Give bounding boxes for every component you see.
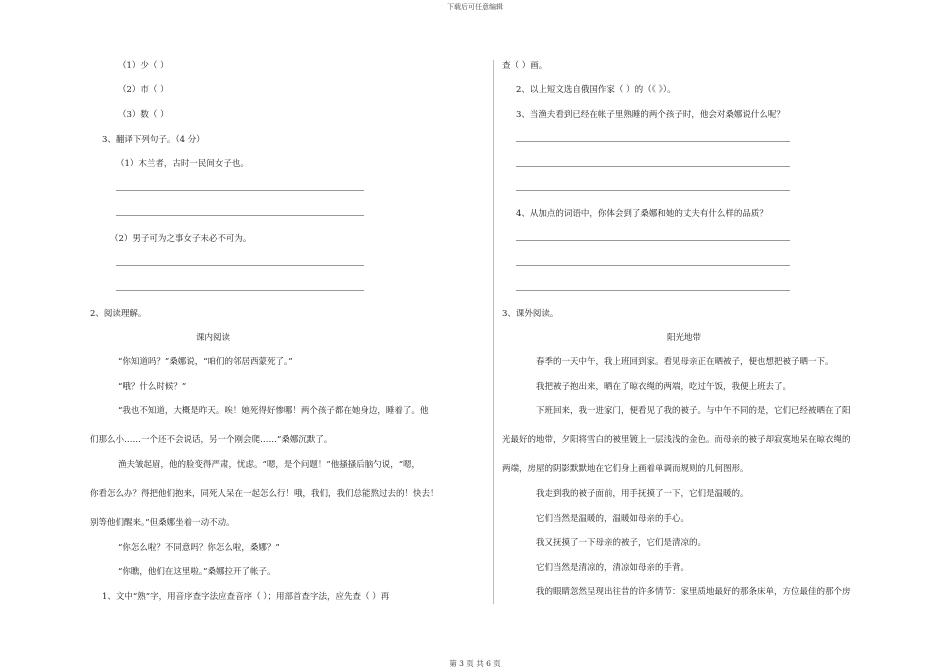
answer-line bbox=[116, 265, 364, 266]
paragraph: 我把被子抱出来，晒在了晾衣绳的两端，吃过午饭，我便上班去了。 bbox=[536, 382, 792, 392]
answer-line bbox=[516, 290, 790, 291]
question-1: 1、文中“熟”字，用音序查字法应查音序（ ）；用部首查字法，应先查（ ）再 bbox=[102, 592, 390, 602]
paragraph: “你怎么啦？不同意吗？你怎么啦，桑娜？” bbox=[118, 543, 280, 553]
answer-line bbox=[516, 166, 790, 167]
paragraph: 别等他们醒来。”但桑娜坐着一动不动。 bbox=[90, 518, 235, 528]
paragraph: 你看怎么办？得把他们抱来，同死人呆在一起怎么行！哦，我们，我们总能熬过去的！快去！ bbox=[90, 489, 439, 499]
question-4: 4、从加点的词语中，你体会到了桑娜和她的丈夫有什么样的品质？ bbox=[516, 209, 768, 219]
answer-line bbox=[516, 190, 790, 191]
answer-line bbox=[516, 240, 790, 241]
paragraph: “我也不知道，大概是昨天。唉！她死得好惨哪！两个孩子都在她身边，睡着了。他 bbox=[118, 406, 429, 416]
vocab-item-3: （3）数（ ） bbox=[118, 110, 169, 120]
paragraph: 两端，房屋的阴影默默地在它们身上画着单调而规则的几何图形。 bbox=[502, 464, 749, 474]
paragraph: “哦？什么时候？” bbox=[118, 382, 187, 392]
paragraph: 渔夫皱起眉，他的脸变得严肃，忧虑。“嗯，是个问题！”他搔搔后脑勺说，“嗯， bbox=[118, 460, 421, 470]
paragraph: 它们当然是温暖的，温暖如母亲的手心。 bbox=[536, 514, 690, 524]
answer-line bbox=[516, 265, 790, 266]
vocab-item-1: （1）少（ ） bbox=[118, 61, 169, 71]
answer-line bbox=[116, 215, 364, 216]
question-1-continued: 查（ ）画。 bbox=[502, 61, 548, 71]
paragraph: 我的眼睛忽然呈现出往昔的许多情节：家里质地最好的那条床单，方位最佳的那个房 bbox=[536, 587, 851, 597]
page-footer: 第 3 页 共 6 页 bbox=[449, 659, 501, 668]
vocab-item-2: （2）市（ ） bbox=[118, 85, 169, 95]
answer-line bbox=[516, 141, 790, 142]
column-divider bbox=[493, 60, 494, 604]
question-2: 2、以上短文选自俄国作家（ ）的（《 》）。 bbox=[516, 85, 676, 95]
question-3: 3、当渔夫看到已经在帐子里熟睡的两个孩子时，他会对桑娜说什么呢？ bbox=[516, 110, 785, 120]
paragraph: 它们当然是清凉的，清凉如母亲的手背。 bbox=[536, 563, 690, 573]
section-2-title: 2、阅读理解。 bbox=[90, 309, 147, 319]
translate-sentence-1: （1）木兰者，古时一民间女子也。 bbox=[116, 159, 249, 169]
question-3-title: 3、翻译下列句子。（4 分） bbox=[102, 135, 205, 145]
answer-line bbox=[116, 290, 364, 291]
translate-sentence-2: （2）男子可为之事女子未必不可为。 bbox=[110, 234, 252, 244]
answer-line bbox=[116, 190, 364, 191]
paragraph: 春季的一天中午，我上班回到家。看见母亲正在晒被子，便也想把被子晒一下。 bbox=[536, 357, 834, 367]
page-header: 下载后可任意编辑 bbox=[447, 3, 503, 11]
reading-title: 课内阅读 bbox=[196, 333, 231, 343]
paragraph: 下班回来，我一进家门，便看见了我的被子。与中午不同的是，它们已经被晒在了阳 bbox=[536, 406, 851, 416]
paragraph: 我又抚摸了一下母亲的被子，它们是清凉的。 bbox=[536, 538, 707, 548]
paragraph: 们那么小……一个还不会说话，另一个刚会爬……”桑娜沉默了。 bbox=[90, 435, 333, 445]
paragraph: “你瞧，他们在这里啦。”桑娜拉开了帐子。 bbox=[118, 567, 276, 577]
paragraph: 光最好的地带，夕阳将雪白的被里镀上一层浅浅的金色。而母亲的被子却寂寞地呆在晾衣绳的 bbox=[502, 435, 851, 445]
reading-title: 阳光地带 bbox=[667, 333, 702, 343]
paragraph: 我走到我的被子面前，用手抚摸了一下，它们是温暖的。 bbox=[536, 489, 749, 499]
section-3-title: 3、课外阅读。 bbox=[502, 309, 559, 319]
paragraph: “你知道吗？”桑娜说，“咱们的邻居西蒙死了。” bbox=[118, 357, 293, 367]
